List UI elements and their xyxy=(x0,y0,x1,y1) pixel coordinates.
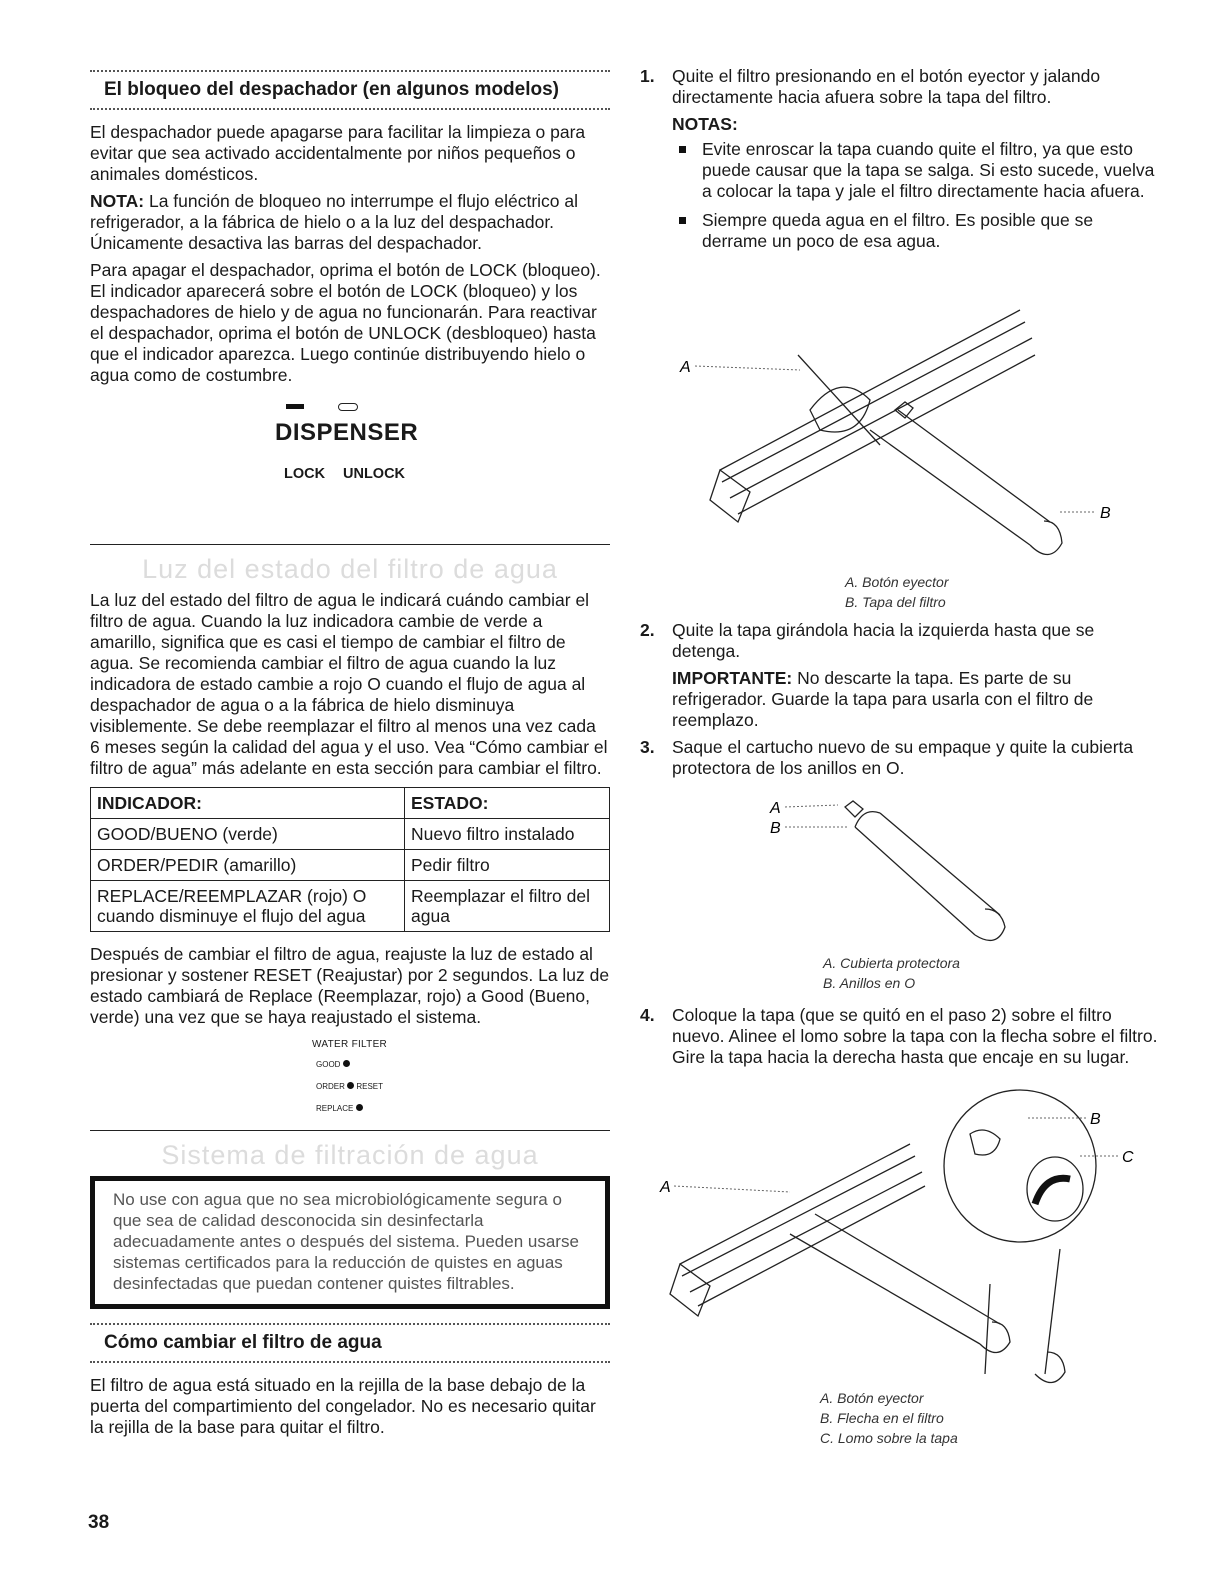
table-cell: REPLACE/REEMPLAZAR (rojo) O cuando disminuye el flujo del agua xyxy=(91,881,405,932)
callout-a-label: A xyxy=(660,1179,671,1196)
order-label: ORDER xyxy=(316,1082,345,1091)
unlock-button-label: UNLOCK xyxy=(343,466,406,482)
callout-c-label: C xyxy=(1122,1149,1134,1166)
good-light-icon xyxy=(343,1060,350,1067)
figure-2-captions xyxy=(640,953,1160,993)
lock-section-heading: El bloqueo del despachador (en algunos modelos) xyxy=(90,72,610,110)
caption-a: A. Botón eyector xyxy=(845,574,949,590)
lock-paragraph-1: El despachador puede apagarse para facilitar la limpieza o para evitar que sea activado accidentalmente por niños pequeños o animales domésticos. xyxy=(90,122,586,184)
filtration-heading: Sistema de filtración de agua xyxy=(161,1140,539,1170)
table-cell: Pedir filtro xyxy=(405,850,610,881)
remove-filter-illustration xyxy=(640,260,1160,580)
table-header-cell: INDICADOR: xyxy=(91,788,405,819)
order-light-row xyxy=(316,1076,383,1097)
indicator-table xyxy=(90,787,610,932)
figure-new-cartridge xyxy=(640,785,1160,993)
change-filter-heading: Cómo cambiar el filtro de agua xyxy=(90,1325,610,1363)
table-row xyxy=(91,819,610,850)
caption-a: A. Cubierta protectora xyxy=(823,955,960,971)
left-column xyxy=(90,70,610,1444)
caption-b: B. Tapa del filtro xyxy=(845,594,946,610)
order-light-icon xyxy=(347,1082,354,1089)
step-number: 3. xyxy=(640,737,655,757)
reset-label: RESET xyxy=(356,1082,384,1091)
note-bullet: Evite enroscar la tapa cuando quite el filtro, ya que esto puede causar que la tapa se salga. Si esto sucede, vuelva a colocar la tapa y jale el filtro directamente hacia afuera. xyxy=(672,139,1160,202)
unlock-indicator-icon xyxy=(338,403,358,411)
reset-paragraph: Después de cambiar el filtro de agua, reajuste la luz de estado al presionar y sostener RESET (Reajustar) por 2 segundos. La luz de estado cambiará de Replace (Reemplazar, rojo) a Good (Bueno, verde) una vez que se haya reajustado el sistema. xyxy=(90,944,610,1027)
step-1 xyxy=(640,66,1160,252)
figure-remove-filter xyxy=(640,260,1160,612)
callout-b-label: B xyxy=(770,820,781,837)
callout-b-label: B xyxy=(1090,1111,1101,1128)
table-cell: GOOD/BUENO (verde) xyxy=(91,819,405,850)
callout-b-label: B xyxy=(1100,505,1111,522)
caption-b: B. Flecha en el filtro xyxy=(820,1410,944,1426)
table-cell: Reemplazar el filtro del agua xyxy=(405,881,610,932)
step-4-text: Coloque la tapa (que se quitó en el paso 2) sobre el filtro nuevo. Alinee el lomo sobre la tapa con la flecha sobre el filtro. Gire la tapa hacia la derecha hasta que encaje en su lugar. xyxy=(672,1005,1158,1067)
warning-box: No use con agua que no sea microbiológicamente segura o que sea de calidad desconocida sin desinfectarla adecuadamente antes o después del sistema. Pueden usarse sistemas certificados para la reducción de quistes en aguas desinfectadas que puedan contener quistes filtrables. xyxy=(90,1176,610,1309)
filter-light-heading: Luz del estado del filtro de agua xyxy=(142,554,558,584)
filter-light-paragraph: La luz del estado del filtro de agua le indicará cuándo cambiar el filtro de agua. Cuando la luz indicadora cambie de verde a amarillo, significa que es casi el tiempo de cambiar el filtro de agua. Se recomienda cambiar el filtro de agua cuando la luz indicadora de estado cambie a rojo O cuando el flujo de agua al despachador de agua o a la fábrica de hielo disminuya visiblemente. Se debe reemplazar el filtro al menos una vez cada 6 meses según la calidad del agua y el uso. Vea “Cómo cambiar el filtro de agua” más adelante en esta sección para cambiar el filtro. xyxy=(90,590,608,778)
callout-a-label: A xyxy=(680,359,691,376)
callout-a-label: A xyxy=(770,800,781,817)
note-label: NOTA: xyxy=(90,191,145,211)
table-header-row xyxy=(91,788,610,819)
water-filter-panel-illustration xyxy=(90,1034,610,1116)
water-filter-panel-title: WATER FILTER xyxy=(312,1039,388,1050)
section-divider xyxy=(90,544,610,545)
step-number: 4. xyxy=(640,1005,655,1025)
table-cell: ORDER/PEDIR (amarillo) xyxy=(91,850,405,881)
lock-indicator-icon xyxy=(286,404,304,409)
callout-a-leader xyxy=(695,366,800,370)
replace-label: REPLACE xyxy=(316,1104,354,1113)
new-cartridge-illustration xyxy=(640,785,1160,955)
lock-button-label: LOCK xyxy=(284,466,326,482)
install-cap-illustration xyxy=(640,1074,1160,1394)
table-header-cell: ESTADO: xyxy=(405,788,610,819)
replace-light-icon xyxy=(356,1104,363,1111)
caption-c: C. Lomo sobre la tapa xyxy=(820,1430,958,1446)
step-number: 1. xyxy=(640,66,655,86)
step-3-text: Saque el cartucho nuevo de su empaque y quite la cubierta protectora de los anillos en O. xyxy=(672,737,1134,778)
step-2-text: Quite la tapa girándola hacia la izquierda hasta que se detenga. xyxy=(672,620,1095,661)
rotate-arrow-icon xyxy=(1035,1178,1070,1204)
callout-a-leader xyxy=(785,805,838,807)
right-column xyxy=(640,66,1160,1448)
step-3 xyxy=(640,737,1160,779)
replace-light-row xyxy=(316,1098,363,1119)
figure-3-captions xyxy=(640,1388,1160,1448)
good-light-row xyxy=(316,1054,350,1075)
note-text: La función de bloqueo no interrumpe el flujo eléctrico al refrigerador, a la fábrica de hielo o a la luz del despachador. Únicamente desactiva las barras del despachador. xyxy=(90,191,578,253)
notes-label: NOTAS: xyxy=(672,114,738,134)
step-4 xyxy=(640,1005,1160,1068)
page-number: 38 xyxy=(88,1512,110,1533)
callout-a-leader xyxy=(674,1186,790,1192)
lock-note xyxy=(90,191,610,254)
caption-a: A. Botón eyector xyxy=(820,1390,924,1406)
important-label: IMPORTANTE: xyxy=(672,668,793,688)
note-bullet: Siempre queda agua en el filtro. Es posible que se derrame un poco de esa agua. xyxy=(672,210,1160,252)
dispenser-panel-illustration xyxy=(90,396,610,536)
table-row xyxy=(91,850,610,881)
section-divider xyxy=(90,1130,610,1131)
step-number: 2. xyxy=(640,620,655,640)
figure-1-captions xyxy=(640,572,1160,612)
caption-b: B. Anillos en O xyxy=(823,975,916,991)
figure-install-cap xyxy=(640,1074,1160,1448)
lock-paragraph-3: Para apagar el despachador, oprima el botón de LOCK (bloqueo). El indicador aparecerá sobre el botón de LOCK (bloqueo) y los despachadores de hielo y de agua no funcionarán. Para reactivar el despachador, oprima el botón de UNLOCK (desbloqueo) hasta que el indicador aparezca. Luego continúe distribuyendo hielo o agua como de costumbre. xyxy=(90,260,601,385)
change-filter-paragraph: El filtro de agua está situado en la rejilla de la base debajo de la puerta del compartimiento del congelador. No es necesario quitar la rejilla de la base para quitar el filtro. xyxy=(90,1375,596,1437)
step-1-text: Quite el filtro presionando en el botón eyector y jalando directamente hacia afuera sobre la tapa del filtro. xyxy=(672,66,1101,107)
good-label: GOOD xyxy=(316,1060,341,1069)
step-2-important xyxy=(672,668,1160,731)
step-2 xyxy=(640,620,1160,731)
table-cell: Nuevo filtro instalado xyxy=(405,819,610,850)
table-row xyxy=(91,881,610,932)
important-text: No descarte la tapa. Es parte de su refrigerador. Guarde la tapa para usarla con el filtro de reemplazo. xyxy=(672,668,1094,730)
dispenser-panel-title: DISPENSER xyxy=(275,419,419,446)
